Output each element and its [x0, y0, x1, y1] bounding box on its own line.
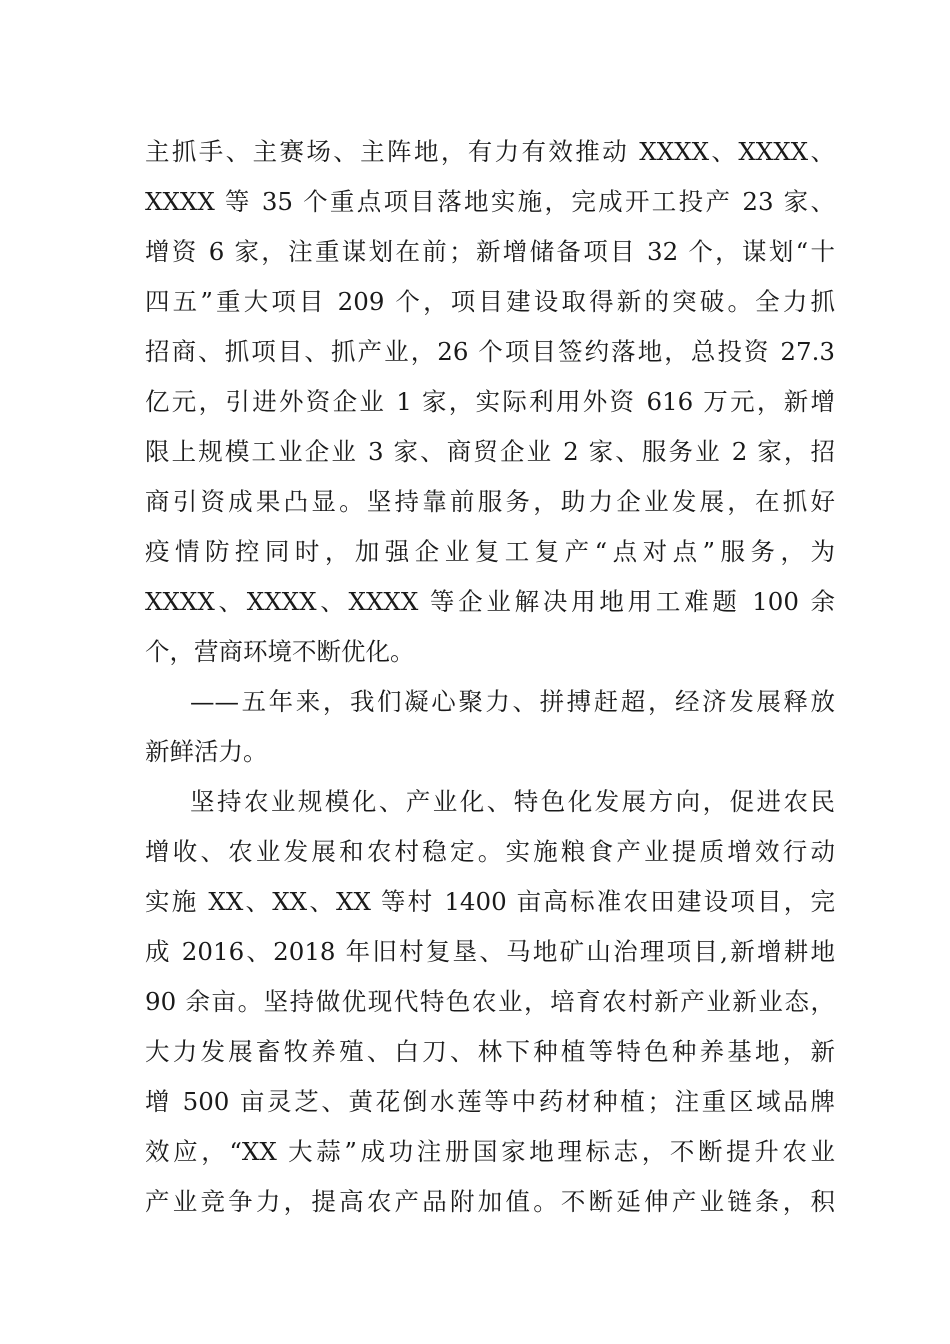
text-line: 招商、抓项目、抓产业，26 个项目签约落地，总投资 27.3: [145, 337, 835, 366]
text-line: 产业竞争力，提高农产品附加值。不断延伸产业链条，积: [145, 1187, 835, 1216]
text-line: 疫情防控同时，加强企业复工复产“点对点”服务，为: [145, 537, 835, 566]
text-line: XXXX、XXXX、XXXX 等企业解决用地用工难题 100 余: [145, 587, 835, 616]
text-line: 增资 6 家，注重谋划在前；新增储备项目 32 个，谋划“十: [145, 237, 835, 266]
text-line: 新鲜活力。: [145, 737, 268, 766]
text-line: 亿元，引进外资企业 1 家，实际利用外资 616 万元，新增: [145, 387, 835, 416]
text-line: 主抓手、主赛场、主阵地，有力有效推动 XXXX、XXXX、: [145, 137, 835, 166]
text-line: 增 500 亩灵芝、黄花倒水莲等中药材种植；注重区域品牌: [145, 1087, 835, 1116]
text-line: 实施 XX、XX、XX 等村 1400 亩高标准农田建设项目，完: [145, 887, 835, 916]
text-line: XXXX 等 35 个重点项目落地实施，完成开工投产 23 家、: [145, 187, 835, 216]
text-line: 成 2016、2018 年旧村复垦、马地矿山治理项目,新增耕地: [145, 937, 835, 966]
text-line: ——五年来，我们凝心聚力、拼搏赶超，经济发展释放: [190, 687, 835, 716]
text-line: 效应，“XX 大蒜”成功注册国家地理标志，不断提升农业: [145, 1137, 835, 1166]
text-line: 限上规模工业企业 3 家、商贸企业 2 家、服务业 2 家，招: [145, 437, 835, 466]
text-line: 增收、农业发展和农村稳定。实施粮食产业提质增效行动: [145, 837, 835, 866]
body-text: [145, 127, 835, 1227]
text-line: 90 余亩。坚持做优现代特色农业，培育农村新产业新业态，: [145, 987, 835, 1016]
text-line: 商引资成果凸显。坚持靠前服务，助力企业发展，在抓好: [145, 487, 835, 516]
text-line: 大力发展畜牧养殖、白刀、林下种植等特色种养基地，新: [145, 1037, 835, 1066]
text-line: 坚持农业规模化、产业化、特色化发展方向，促进农民: [190, 787, 835, 816]
text-line: 个，营商环境不断优化。: [145, 637, 415, 666]
text-line: 四五”重大项目 209 个，项目建设取得新的突破。全力抓: [145, 287, 835, 316]
